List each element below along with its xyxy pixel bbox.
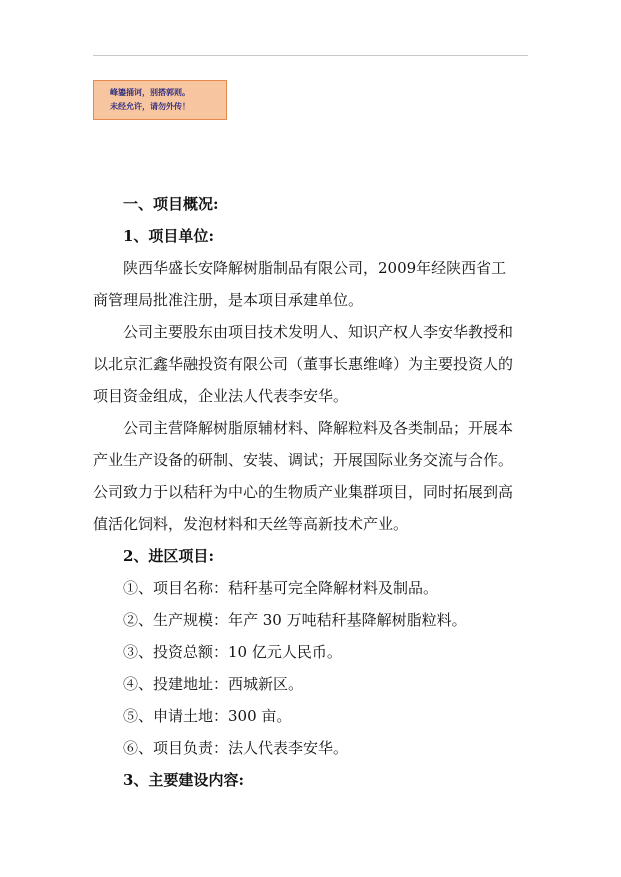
subsection-heading-project: 2、进区项目: [123,547,214,565]
confidential-stamp [93,80,227,120]
list-item: ⑥、项目负责：法人代表李安华。 [123,739,349,757]
subsection-heading-construction: 3、主要建设内容: [123,771,244,789]
subsection-heading-unit: 1、项目单位: [123,227,214,245]
section-heading: 一、项目概况: [123,195,219,213]
document-body [93,188,518,796]
list-item: ②、生产规模：年产 30 万吨秸秆基降解树脂粒料。 [123,611,467,629]
list-item: ①、项目名称：秸秆基可完全降解材料及制品。 [123,579,439,597]
list-item: ③、投资总额：10 亿元人民币。 [123,643,342,661]
list-item: ⑤、申请土地：300 亩。 [123,707,292,725]
paragraph-business-scope: 公司主营降解树脂原辅材料、降解粒料及各类制品；开展本产业生产设备的研制、安装、调试；开展国际业务交流与合作。公司致力于以秸秆为中心的生物质产业集群项目，同时拓展到高值活化饲料，发泡材料和天丝等高新技术产业。 [93,419,514,533]
paragraph-shareholders: 公司主要股东由项目技术发明人、知识产权人李安华教授和以北京汇鑫华融投资有限公司（董事长惠维峰）为主要投资人的项目资金组成，企业法人代表李安华。 [93,323,514,405]
stamp-line-2: 未经允许，请勿外传！ [110,102,190,111]
stamp-line-1: 峰鎏捅诃，别搭郭则。 [110,88,190,97]
header-rule [93,55,528,56]
paragraph-company-registration: 陕西华盛长安降解树脂制品有限公司，2009年经陕西省工商管理局批准注册，是本项目承建单位。 [93,259,507,309]
list-item: ④、投建地址：西城新区。 [123,675,304,693]
